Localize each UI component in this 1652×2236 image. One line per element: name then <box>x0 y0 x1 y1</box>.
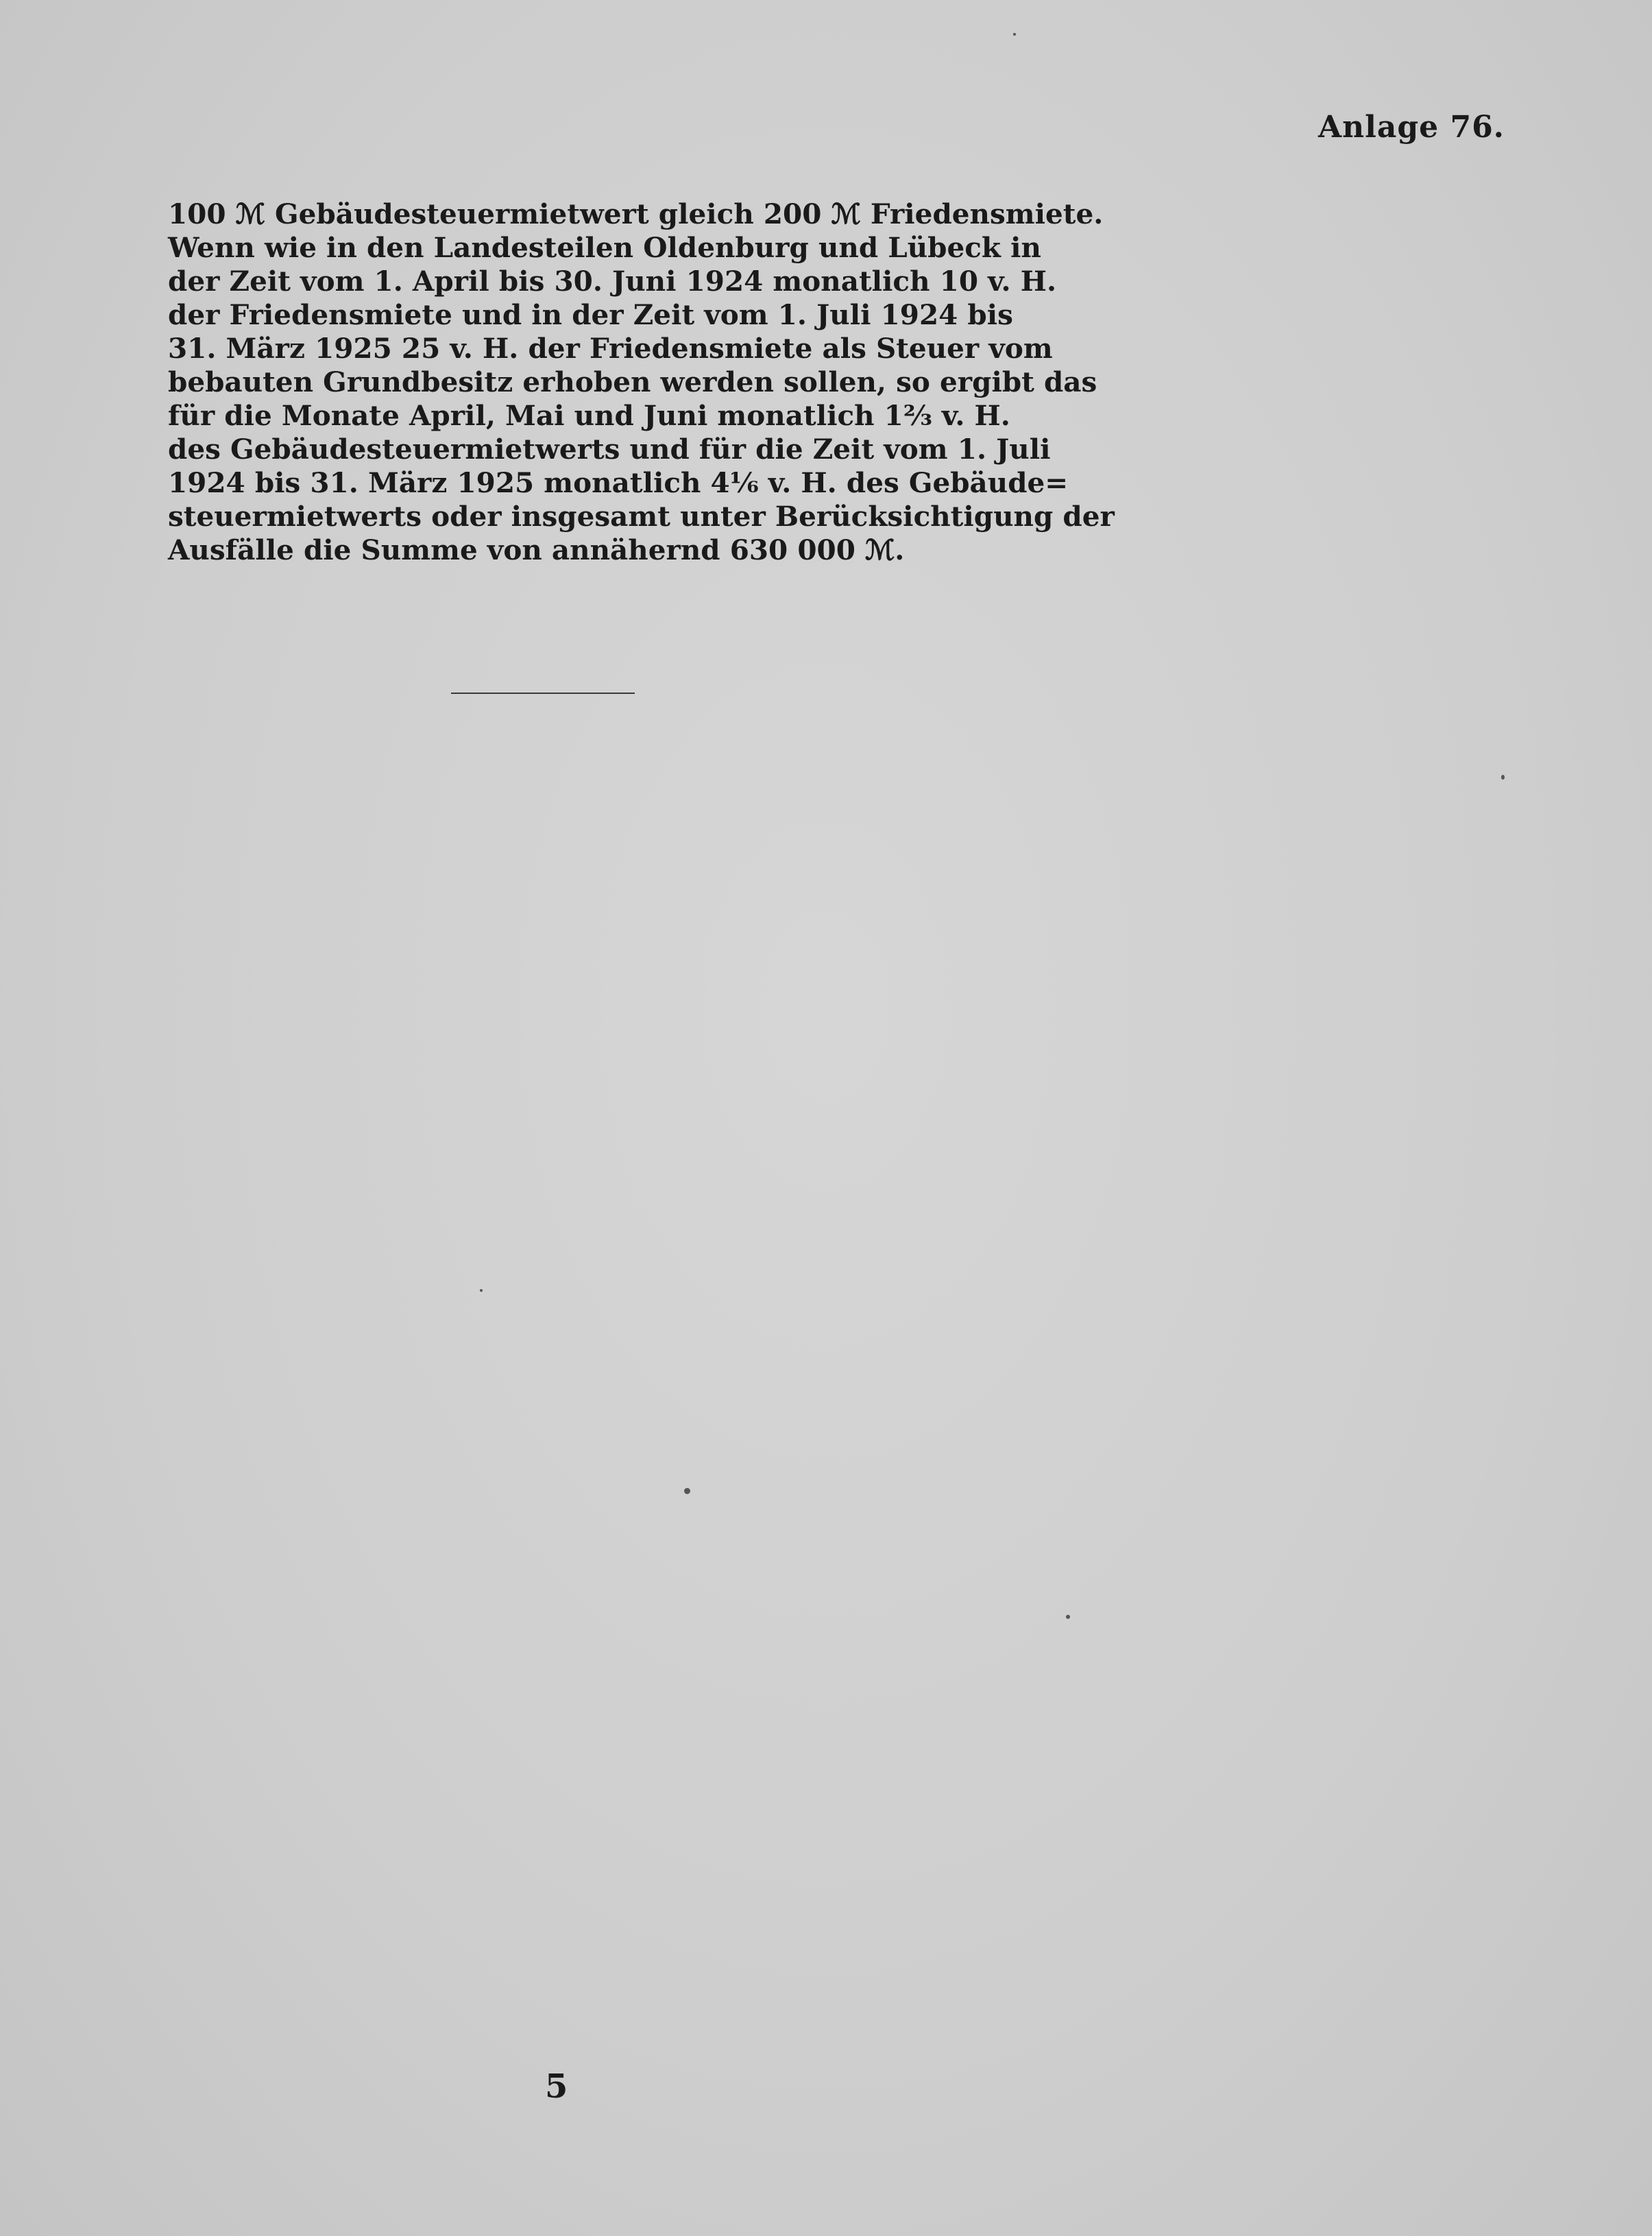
paper-speck <box>480 1289 483 1292</box>
paper-speck <box>1013 33 1016 36</box>
paper-speck <box>1501 775 1505 780</box>
paragraph-line: 1924 bis 31. März 1925 monatlich 4⅙ v. H. des Gebäude= <box>168 466 1069 499</box>
paper-speck <box>684 1488 690 1494</box>
section-divider <box>451 693 635 694</box>
paragraph-line: Wenn wie in den Landesteilen Oldenburg und Lübeck in <box>168 231 1041 264</box>
paper-speck <box>1066 1615 1070 1619</box>
paragraph-line: für die Monate April, Mai und Juni monatlich 1⅔ v. H. <box>168 399 1010 432</box>
paragraph-line: 31. März 1925 25 v. H. der Friedensmiete als Steuer vom <box>168 332 1053 365</box>
paragraph-line: der Zeit vom 1. April bis 30. Juni 1924 monatlich 10 v. H. <box>168 265 1057 298</box>
paragraph-line: der Friedensmiete und in der Zeit vom 1. Juli 1924 bis <box>168 298 1013 331</box>
page-number: 5 <box>545 2067 568 2106</box>
paragraph-line: des Gebäudesteuermietwerts und für die Zeit vom 1. Juli <box>168 433 1051 466</box>
paragraph-line: 100 ℳ Gebäudesteuermietwert gleich 200 ℳ Friedensmiete. <box>168 197 1104 230</box>
paragraph-line: steuermietwerts oder insgesamt unter Berücksichtigung der <box>168 500 1115 533</box>
annex-label: Anlage 76. <box>1318 110 1505 145</box>
paragraph-line: bebauten Grundbesitz erhoben werden sollen, so ergibt das <box>168 365 1097 398</box>
body-paragraph <box>168 197 1115 567</box>
paragraph-line: Ausfälle die Summe von annähernd 630 000 ℳ. <box>168 533 905 566</box>
